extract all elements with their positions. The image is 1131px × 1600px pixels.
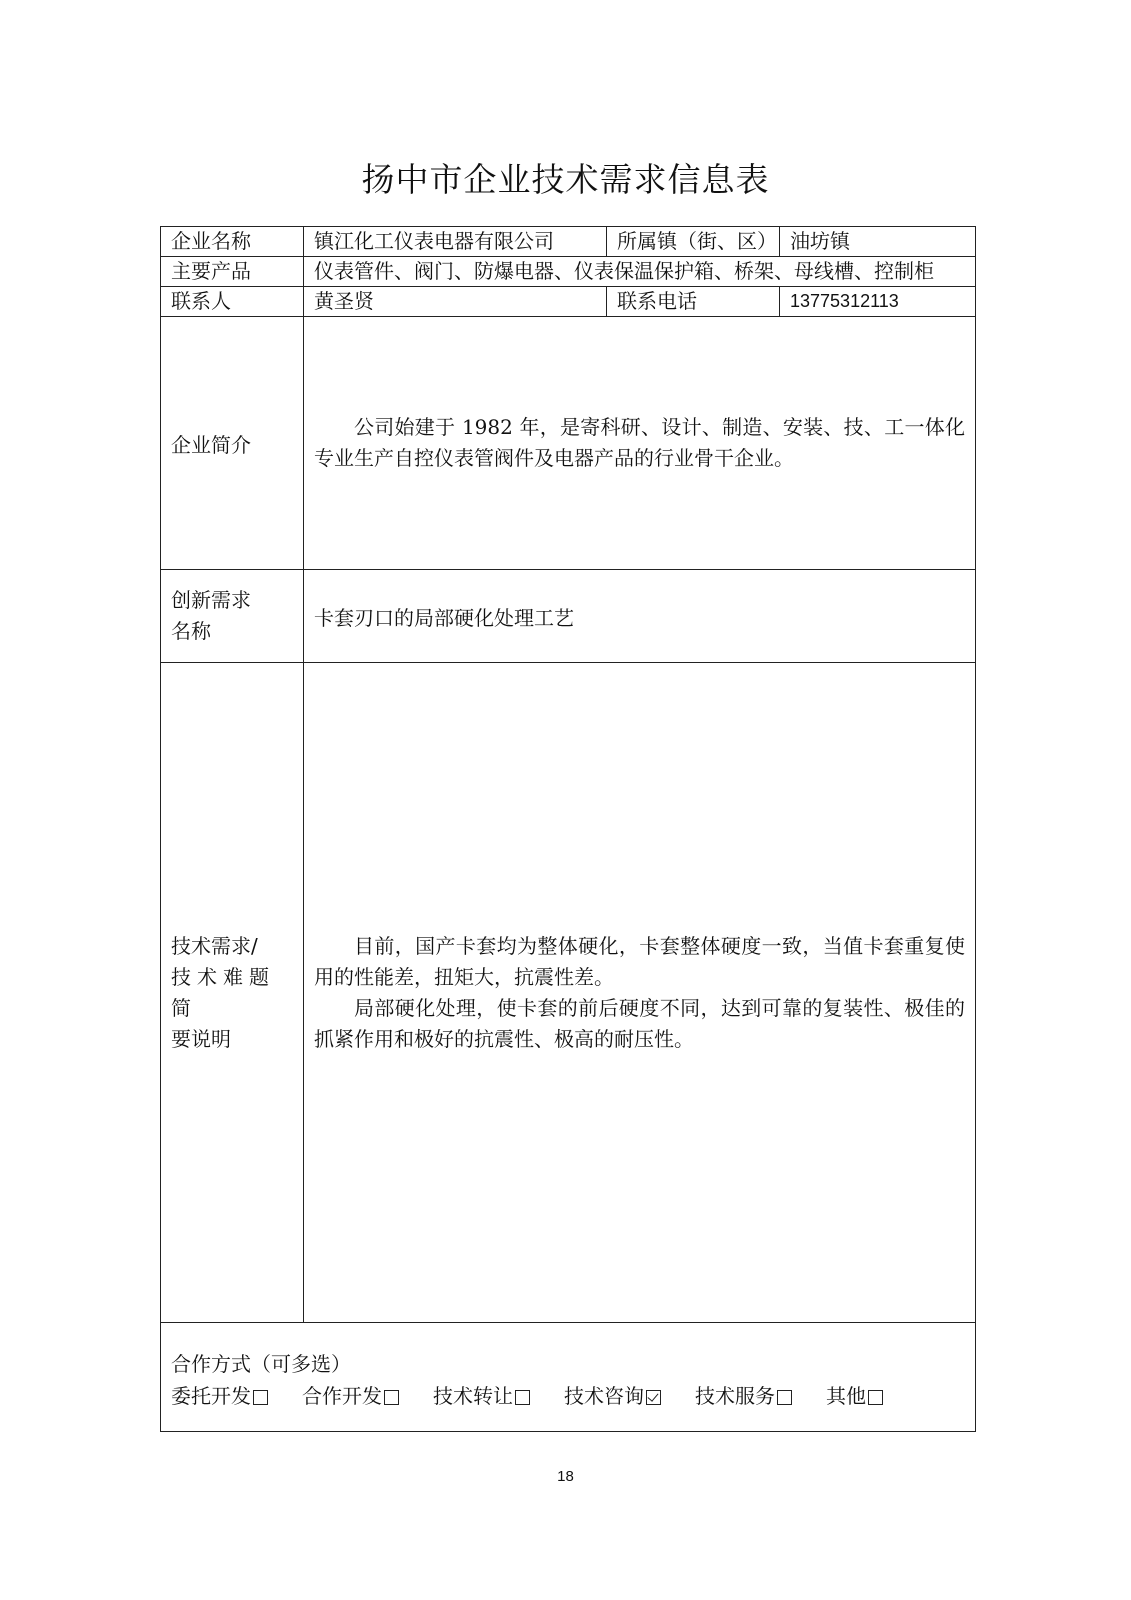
page-number: 18 <box>557 1468 574 1485</box>
phone-label: 联系电话 <box>607 287 780 317</box>
option-label: 委托开发 <box>171 1383 251 1408</box>
option-commissioned-dev[interactable] <box>171 1380 268 1412</box>
option-label: 技术咨询 <box>564 1383 644 1408</box>
tech-paragraph-1: 目前，国产卡套均为整体硬化，卡套整体硬度一致，当值卡套重复使用的性能差，扭矩大，抗震性差。 <box>314 933 965 989</box>
town-value: 油坊镇 <box>780 227 976 257</box>
contact-label: 联系人 <box>161 287 304 317</box>
option-tech-service[interactable] <box>695 1380 792 1412</box>
option-label: 其他 <box>826 1383 866 1408</box>
page-title: 扬中市企业技术需求信息表 <box>361 160 770 199</box>
intro-cell <box>304 317 976 570</box>
need-name-label <box>161 570 304 663</box>
checkbox-icon[interactable] <box>868 1390 883 1405</box>
option-label: 合作开发 <box>302 1383 382 1408</box>
need-name-label-line2: 名称 <box>171 619 211 643</box>
row-need-name <box>161 570 976 663</box>
option-label: 技术转让 <box>433 1383 513 1408</box>
products-value: 仪表管件、阀门、防爆电器、仪表保温保护箱、桥架、母线槽、控制柜 <box>304 257 976 287</box>
cooperation-options <box>171 1380 965 1412</box>
row-company-name <box>161 227 976 257</box>
company-name-label: 企业名称 <box>161 227 304 257</box>
intro-text: 公司始建于 1982 年，是寄科研、设计、制造、安装、技、工一体化专业生产自控仪表管阀件及电器产品的行业骨干企业。 <box>314 415 965 470</box>
cooperation-title: 合作方式（可多选） <box>171 1351 351 1376</box>
intro-label: 企业简介 <box>161 317 304 570</box>
checkbox-icon[interactable] <box>515 1390 530 1405</box>
cooperation-cell <box>161 1323 976 1432</box>
option-tech-consulting[interactable] <box>564 1380 661 1412</box>
row-contact <box>161 287 976 317</box>
row-products <box>161 257 976 287</box>
checkbox-icon[interactable] <box>384 1390 399 1405</box>
tech-label <box>161 663 304 1323</box>
tech-demand-table <box>160 226 976 1432</box>
option-tech-transfer[interactable] <box>433 1380 530 1412</box>
contact-value: 黄圣贤 <box>304 287 607 317</box>
need-name-value: 卡套刃口的局部硬化处理工艺 <box>304 570 976 663</box>
row-cooperation <box>161 1323 976 1432</box>
tech-cell <box>304 663 976 1323</box>
option-joint-dev[interactable] <box>302 1380 399 1412</box>
tech-label-line1: 技术需求/ <box>171 933 258 958</box>
row-tech-description <box>161 663 976 1323</box>
company-name-value: 镇江化工仪表电器有限公司 <box>304 227 607 257</box>
tech-label-line2: 技术难题简 <box>171 964 275 1020</box>
option-other[interactable] <box>826 1380 883 1412</box>
row-intro <box>161 317 976 570</box>
tech-label-line3: 要说明 <box>171 1026 231 1051</box>
products-label: 主要产品 <box>161 257 304 287</box>
phone-value: 13775312113 <box>780 287 976 317</box>
need-name-label-line1: 创新需求 <box>171 588 251 612</box>
checkbox-icon[interactable] <box>253 1390 268 1405</box>
option-label: 技术服务 <box>695 1383 775 1408</box>
checkbox-icon[interactable] <box>777 1390 792 1405</box>
town-label: 所属镇（街、区） <box>607 227 780 257</box>
tech-paragraph-2: 局部硬化处理，使卡套的前后硬度不同，达到可靠的复装性、极佳的抓紧作用和极好的抗震性、极高的耐压性。 <box>314 995 965 1051</box>
checkbox-checked-icon[interactable] <box>646 1390 661 1405</box>
